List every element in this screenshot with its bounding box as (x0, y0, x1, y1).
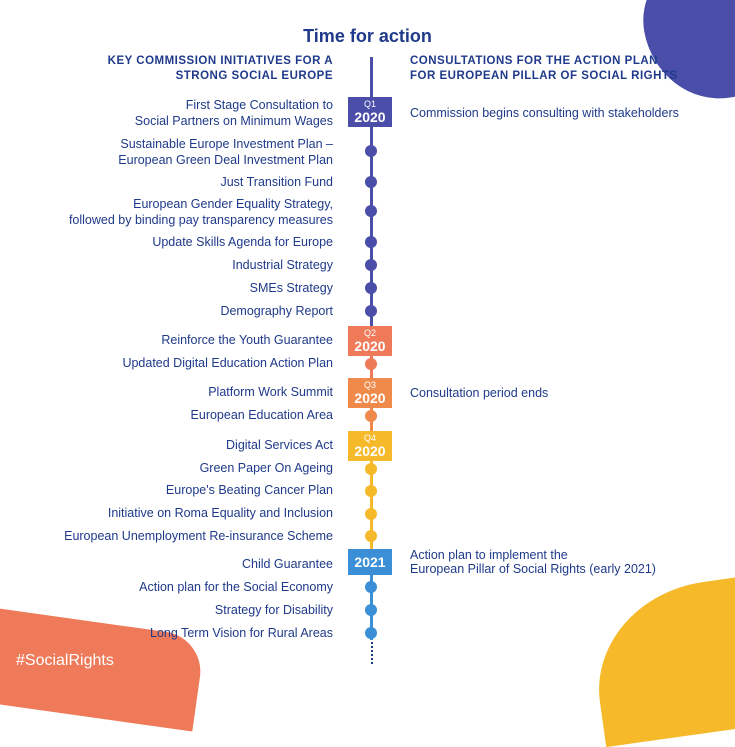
initiative-line: Sustainable Europe Investment Plan – (120, 137, 333, 151)
timeline-dot (365, 305, 377, 317)
timeline-dot (365, 604, 377, 616)
timeline-dot (365, 205, 377, 217)
initiative-item: Initiative on Roma Equality and Inclusion (107, 506, 333, 520)
initiative-item: Action plan for the Social Economy (139, 580, 333, 594)
timeline-dot (365, 410, 377, 422)
timeline-dot (365, 463, 377, 475)
consultation-line: Action plan to implement the (410, 548, 568, 562)
initiative-line: followed by binding pay transparency measures (68, 213, 333, 227)
quarter-label: Q4 (363, 433, 376, 443)
initiative-item: Updated Digital Education Action Plan (122, 356, 333, 370)
left-heading-line-1: KEY COMMISSION INITIATIVES FOR A (107, 55, 333, 67)
initiative-item (3, 97, 333, 129)
hashtag-label: #SocialRights (16, 652, 114, 669)
period-box-q4-2020 (348, 431, 392, 461)
period-box-q3-2020 (348, 378, 392, 408)
timeline-dot (365, 358, 377, 370)
right-heading-line-1: CONSULTATIONS FOR THE ACTION PLAN (410, 55, 658, 67)
initiative-item: Just Transition Fund (220, 175, 333, 189)
period-box-q1-2020 (348, 97, 392, 127)
initiative-line: European Green Deal Investment Plan (118, 153, 333, 167)
timeline-dot (365, 581, 377, 593)
quarter-label: Q2 (363, 328, 376, 338)
initiative-line: Social Partners on Minimum Wages (134, 114, 333, 128)
timeline-dot (365, 176, 377, 188)
initiative-item: Digital Services Act (226, 438, 333, 452)
initiative-item: Demography Report (220, 304, 333, 318)
initiative-item: Child Guarantee (241, 557, 333, 571)
timeline-dot (365, 259, 377, 271)
initiative-item: Europe's Beating Cancer Plan (165, 483, 333, 497)
timeline-continuation (371, 642, 375, 664)
initiative-item: Reinforce the Youth Guarantee (161, 333, 333, 347)
timeline-dot (365, 145, 377, 157)
initiative-item (3, 136, 333, 168)
year-label: 2020 (354, 390, 386, 406)
initiative-item: Green Paper On Ageing (199, 461, 333, 475)
year-label: 2020 (354, 338, 386, 354)
initiative-item: Strategy for Disability (214, 603, 333, 617)
right-column-heading (410, 54, 730, 84)
timeline-dot (365, 508, 377, 520)
period-box-q2-2020 (348, 326, 392, 356)
initiative-item: Long Term Vision for Rural Areas (150, 626, 333, 640)
year-label: 2021 (354, 554, 386, 570)
consultation-item: Commission begins consulting with stakeholders (410, 106, 679, 120)
decorative-shape-bottom-right (585, 575, 735, 747)
period-box-2021 (348, 549, 392, 575)
initiative-line: First Stage Consultation to (185, 98, 333, 112)
initiative-item: SMEs Strategy (249, 281, 333, 295)
initiative-item: European Unemployment Re-insurance Scheme (64, 529, 333, 543)
initiative-item: Industrial Strategy (232, 258, 333, 272)
timeline-dot (365, 530, 377, 542)
left-column-heading (3, 54, 333, 84)
timeline-dot (365, 236, 377, 248)
page-title: Time for action (303, 26, 432, 46)
year-label: 2020 (354, 443, 386, 459)
consultation-line: European Pillar of Social Rights (early 2021) (410, 562, 656, 576)
quarter-label: Q1 (363, 99, 376, 109)
timeline-dot (365, 282, 377, 294)
left-heading-line-2: STRONG SOCIAL EUROPE (175, 70, 333, 82)
quarter-label: Q3 (363, 380, 376, 390)
initiative-item: European Education Area (190, 408, 333, 422)
initiative-item: Update Skills Agenda for Europe (152, 235, 333, 249)
right-heading-line-2: FOR EUROPEAN PILLAR OF SOCIAL RIGHTS (410, 70, 678, 82)
timeline-dot (365, 485, 377, 497)
initiative-item: Platform Work Summit (208, 385, 333, 399)
consultation-item: Consultation period ends (410, 386, 549, 400)
consultation-item (410, 548, 730, 576)
initiative-line: European Gender Equality Strategy, (133, 197, 333, 211)
timeline-dot (365, 627, 377, 639)
initiative-item (3, 196, 333, 228)
year-label: 2020 (354, 109, 386, 125)
